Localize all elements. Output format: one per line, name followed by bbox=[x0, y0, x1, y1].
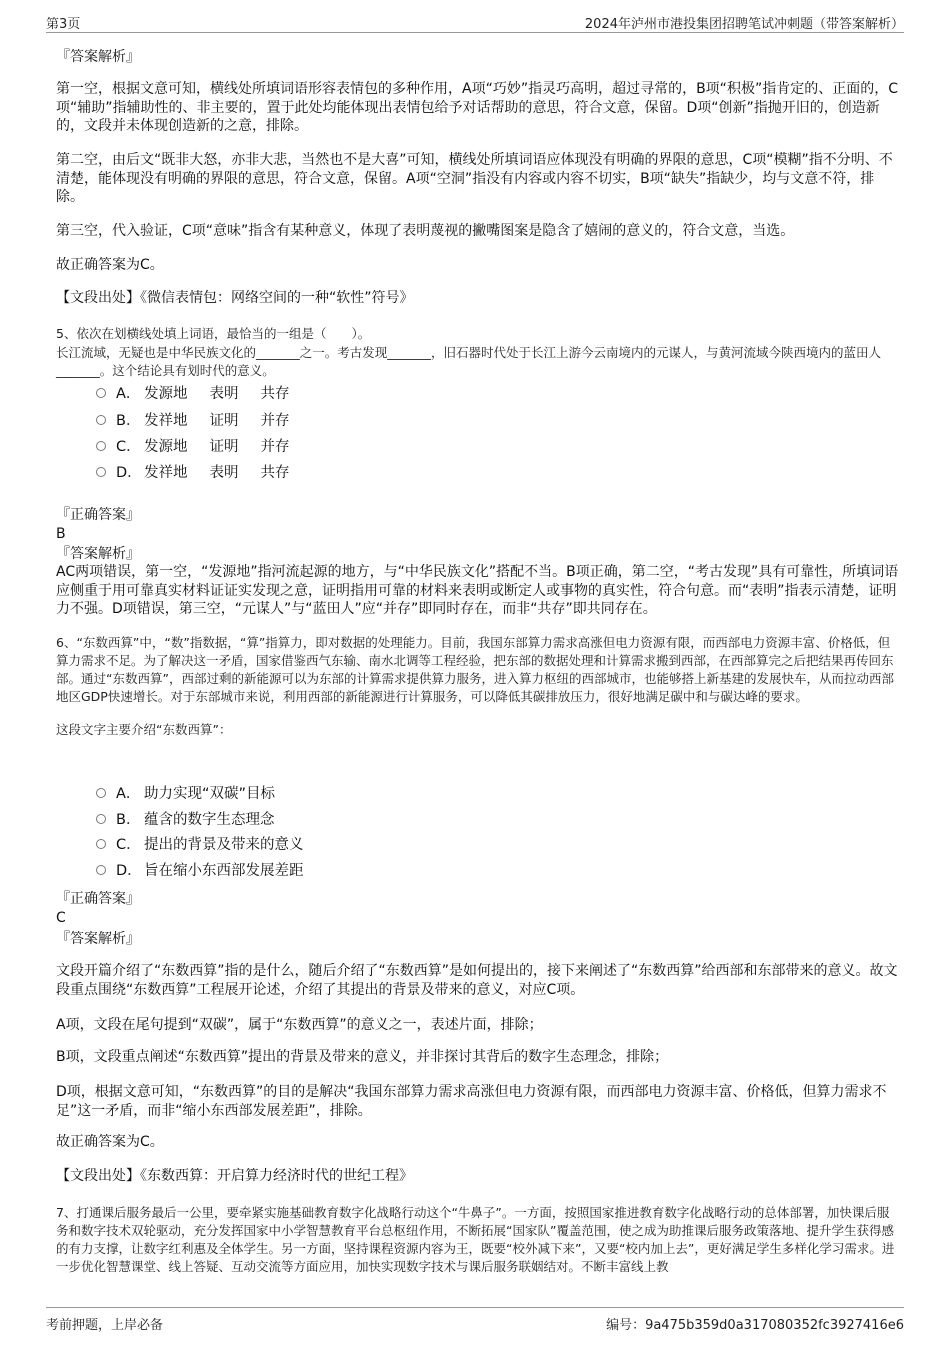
q4-analysis-title: 『答案解析』 bbox=[56, 49, 140, 65]
q6-stem: 6、“东数西算”中，“数”指数据，“算”指算力，即对数据的处理能力。目前，我国东部算力需求高涨但电力资源有限，而西部电力资源丰富、价格低，但算力需求不足。为了解决这一矛盾，国家借鉴西气东输、南水北调等工程经验，把东部的数据处理和计算需求搬到西部，在西部算完之后把结果再传回东部。通过“东数西算”，西部过剩的新能源可以为东部的计算需求提供算力服务，进入算力枢纽的西部城市，也能够搭上新基建的发展快车，从而拉动西部地区GDP快速增长。对于东部城市来说，利用西部的新能源进行计算服务，可以降低其碳排放压力，很好地满足碳中和与碳达峰的要求。 bbox=[56, 635, 894, 704]
q4-conclusion: 故正确答案为C。 bbox=[56, 257, 164, 273]
q5-stem: 5、依次在划横线处填上词语，最恰当的一组是（ ）。 bbox=[56, 326, 371, 341]
document-code: 编号：9a475b359d0a317080352fc3927416e6 bbox=[606, 1318, 904, 1333]
q6-option-d[interactable]: D． 旨在缩小东西部发展差距 bbox=[96, 861, 304, 881]
q6-analysis-p3: B项，文段重点阐述“东数西算”提出的背景及带来的意义，并非探讨其背后的数字生态理念，排除； bbox=[56, 1049, 669, 1065]
q4-source: 【文段出处】《微信表情包：网络空间的一种“软性”符号》 bbox=[56, 290, 414, 306]
document-title: 2024年泸州市港投集团招聘笔试冲刺题（带答案解析） bbox=[584, 17, 904, 32]
q6-source: 【文段出处】《东数西算：开启算力经济时代的世纪工程》 bbox=[56, 1168, 413, 1184]
radio-icon[interactable] bbox=[96, 415, 106, 425]
q6-option-a[interactable]: A． 助力实现“双碳”目标 bbox=[96, 784, 275, 804]
footer-slogan: 考前押题，上岸必备 bbox=[46, 1318, 164, 1333]
q5-analysis-title: 『答案解析』 bbox=[56, 546, 140, 562]
q6-answer-title: 『正确答案』 bbox=[56, 891, 140, 907]
q5-option-d[interactable]: D． 发祥地 表明 共存 bbox=[96, 463, 312, 483]
q5-answer-title: 『正确答案』 bbox=[56, 507, 140, 523]
q5-passage: 长江流域，无疑也是中华民族文化的_______之一。考古发现_______，旧石器时代处于长江上游今云南境内的元谋人，与黄河流域今陕西境内的蓝田人_______。这个结论具有划时代的意义。 bbox=[56, 345, 882, 378]
radio-icon[interactable] bbox=[96, 388, 106, 398]
q6-question: 这段文字主要介绍“东数西算”： bbox=[56, 722, 232, 737]
q5-answer: B bbox=[56, 526, 66, 542]
q6-analysis-p4: D项，根据文意可知，“东数西算”的目的是解决“我国东部算力需求高涨但电力资源有限，而西部电力资源丰富、价格低，但算力需求不足”这一矛盾，而非“缩小东西部发展差距”，排除。 bbox=[56, 1084, 887, 1119]
q4-analysis-p1: 第一空，根据文意可知，横线处所填词语形容表情包的多种作用，A项“巧妙”指灵巧高明，超过寻常的，B项“积极”指肯定的、正面的，C项“辅助”指辅助性的、非主要的，置于此处均能体现出表情包给予对话帮助的意思，符合文意，保留。D项“创新”指抛开旧的，创造新的，文段并未体现创造新的之意，排除。 bbox=[56, 81, 898, 134]
radio-icon[interactable] bbox=[96, 839, 106, 849]
radio-icon[interactable] bbox=[96, 865, 106, 875]
radio-icon[interactable] bbox=[96, 814, 106, 824]
page-number: 第3页 bbox=[46, 17, 81, 32]
q5-analysis: AC两项错误，第一空，“发源地”指河流起源的地方，与“中华民族文化”搭配不当。B项正确，第二空，“考古发现”具有可靠性，所填词语应侧重于用可靠真实材料证证实发现之意，证明指用可靠的材料来表明或断定人或事物的真实性，符合句意。而“表明”指表示清楚，证明力不强。D项错误，第三空，“元谋人”与“蓝田人”应“并存”即同时存在，而非“共存”即共同存在。 bbox=[56, 564, 899, 617]
q7-stem: 7、打通课后服务最后一公里，要牵紧实施基础教育数字化战略行动这个“牛鼻子”。一方面，按照国家推进教育数字化战略行动的总体部署，加快课后服务和数字技术双轮驱动，充分发挥国家中小学智慧教育平台总枢纽作用，不断拓展“国家队”覆盖范围，使之成为助推课后服务政策落地、提升学生获得感的有力支撑，让数字红利惠及全体学生。另一方面，坚持课程资源内容为王，既要“校外减下来”，又要“校内加上去”，更好满足学生多样化学习需求。进一步优化智慧课堂、线上答疑、互动交流等方面应用，加快实现数字技术与课后服务联姻结对。不断丰富线上教 bbox=[56, 1205, 895, 1274]
q5-option-b[interactable]: B． 发祥地 证明 并存 bbox=[96, 411, 312, 431]
q6-option-b[interactable]: B． 蕴含的数字生态理念 bbox=[96, 810, 275, 830]
q6-conclusion: 故正确答案为C。 bbox=[56, 1134, 164, 1150]
q5-option-a[interactable]: A． 发源地 表明 共存 bbox=[96, 384, 312, 404]
q6-analysis-title: 『答案解析』 bbox=[56, 931, 140, 947]
radio-icon[interactable] bbox=[96, 788, 106, 798]
page-header bbox=[46, 10, 904, 33]
radio-icon[interactable] bbox=[96, 441, 106, 451]
q4-analysis-p2: 第二空，由后文“既非大怒，亦非大悲，当然也不是大喜”可知，横线处所填词语应体现没有明确的界限的意思，C项“模糊”指不分明、不清楚，能体现没有明确的界限的意思，符合文意，保留。A项“空洞”指没有内容或内容不切实，B项“缺失”指缺少，均与文意不符，排除。 bbox=[56, 152, 893, 205]
q6-answer: C bbox=[56, 910, 66, 926]
q6-analysis-p2: A项，文段在尾句提到“双碳”，属于“东数西算”的意义之一，表述片面，排除； bbox=[56, 1017, 543, 1033]
q5-option-c[interactable]: C． 发源地 证明 并存 bbox=[96, 437, 312, 457]
page-footer bbox=[46, 1307, 904, 1332]
radio-icon[interactable] bbox=[96, 467, 106, 477]
q4-analysis-p3: 第三空，代入验证，C项“意味”指含有某种意义，体现了表明蔑视的撇嘴图案是隐含了嬉闹的意义的，符合文意，当选。 bbox=[56, 223, 795, 239]
q6-analysis-p1: 文段开篇介绍了“东数西算”指的是什么，随后介绍了“东数西算”是如何提出的，接下来阐述了“东数西算”给西部和东部带来的意义。故文段重点围绕“东数西算”工程展开论述，介绍了其提出的背景及带来的意义，对应C项。 bbox=[56, 963, 898, 998]
q6-option-c[interactable]: C． 提出的背景及带来的意义 bbox=[96, 835, 304, 855]
